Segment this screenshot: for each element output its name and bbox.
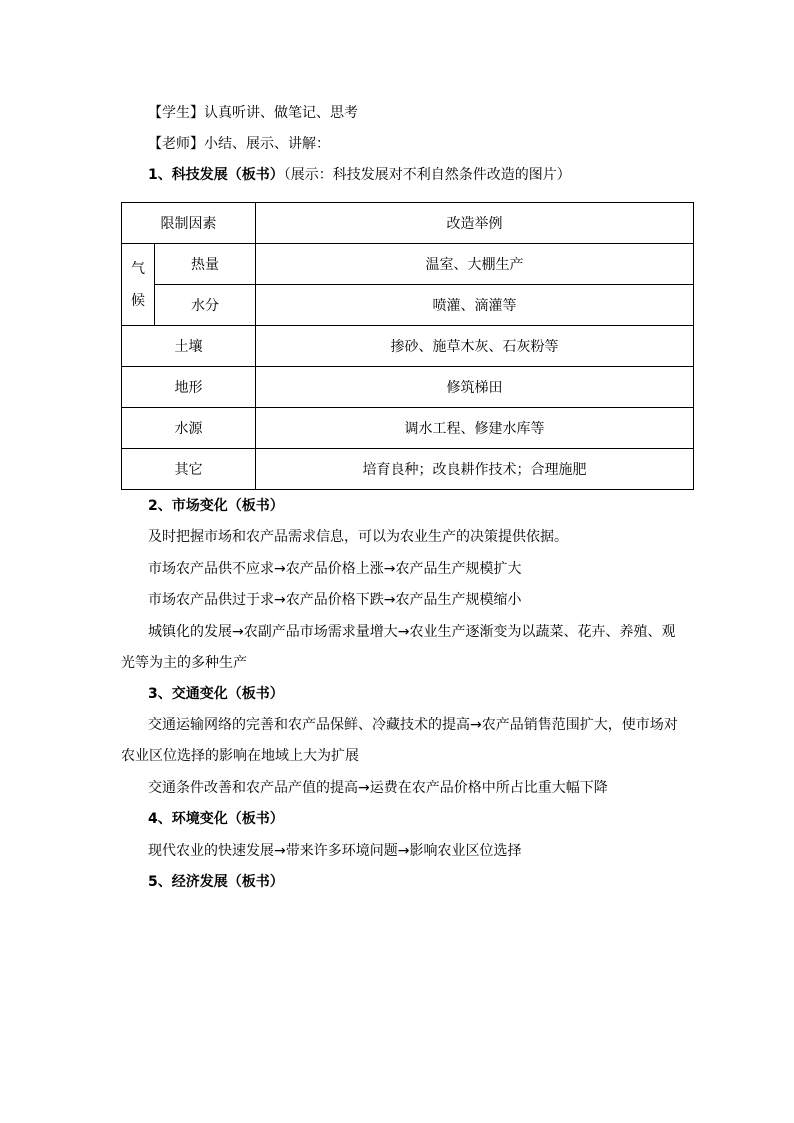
section4-paragraph: 现代农业的快速发展→带来许多环境问题→影响农业区位选择 (148, 843, 522, 859)
factor-cell: 水源 (122, 408, 256, 449)
section3-paragraph: 农业区位选择的影响在地域上大为扩展 (121, 748, 359, 764)
teacher-activity-line: 【老师】小结、展示、讲解： (148, 136, 330, 152)
table-header-row (122, 203, 694, 244)
example-cell: 喷灌、滴灌等 (256, 285, 694, 326)
example-cell: 培育良种；改良耕作技术；合理施肥 (256, 449, 694, 490)
factor-cell: 热量 (155, 244, 256, 285)
section4-heading: 4、环境变化（板书） (148, 811, 284, 827)
climate-char-1: 气 (131, 260, 145, 277)
section1-heading (148, 165, 571, 185)
table-row (122, 326, 694, 367)
table-row (122, 285, 694, 326)
example-cell: 调水工程、修建水库等 (256, 408, 694, 449)
section2-heading: 2、市场变化（板书） (148, 498, 284, 514)
section3-paragraph: 交通运输网络的完善和农产品保鲜、冷藏技术的提高→农产品销售范围扩大，使市场对 (148, 717, 678, 733)
factor-cell: 土壤 (122, 326, 256, 367)
tech-improvement-table (121, 202, 694, 490)
example-cell: 修筑梯田 (256, 367, 694, 408)
section2-paragraph: 光等为主的多种生产 (121, 655, 247, 671)
header-factor-cell: 限制因素 (122, 203, 256, 244)
climate-char-2: 候 (131, 292, 145, 309)
table-row (122, 449, 694, 490)
factor-cell: 其它 (122, 449, 256, 490)
section2-paragraph: 市场农产品供不应求→农产品价格上涨→农产品生产规模扩大 (148, 561, 522, 577)
factor-cell: 地形 (122, 367, 256, 408)
factor-cell: 水分 (155, 285, 256, 326)
section1-heading-note: （展示：科技发展对不利自然条件改造的图片） (283, 167, 571, 183)
table-row (122, 408, 694, 449)
section3-heading: 3、交通变化（板书） (148, 686, 284, 702)
section5-heading: 5、经济发展（板书） (148, 874, 284, 890)
section2-paragraph: 及时把握市场和农产品需求信息，可以为农业生产的决策提供依据。 (148, 529, 568, 545)
example-cell: 掺砂、施草木灰、石灰粉等 (256, 326, 694, 367)
section3-paragraph: 交通条件改善和农产品产值的提高→运费在农产品价格中所占比重大幅下降 (148, 780, 608, 796)
header-example-cell: 改造举例 (256, 203, 694, 244)
table-row (122, 244, 694, 285)
section2-paragraph: 城镇化的发展→农副产品市场需求量增大→农业生产逐渐变为以蔬菜、花卉、养殖、观 (148, 624, 676, 640)
climate-group-cell (122, 244, 155, 326)
section2-paragraph: 市场农产品供过于求→农产品价格下跌→农产品生产规模缩小 (148, 592, 522, 608)
example-cell: 温室、大棚生产 (256, 244, 694, 285)
table-row (122, 367, 694, 408)
section1-heading-title: 1、科技发展（板书） (148, 167, 284, 183)
student-activity-line: 【学生】认真听讲、做笔记、思考 (148, 105, 358, 121)
